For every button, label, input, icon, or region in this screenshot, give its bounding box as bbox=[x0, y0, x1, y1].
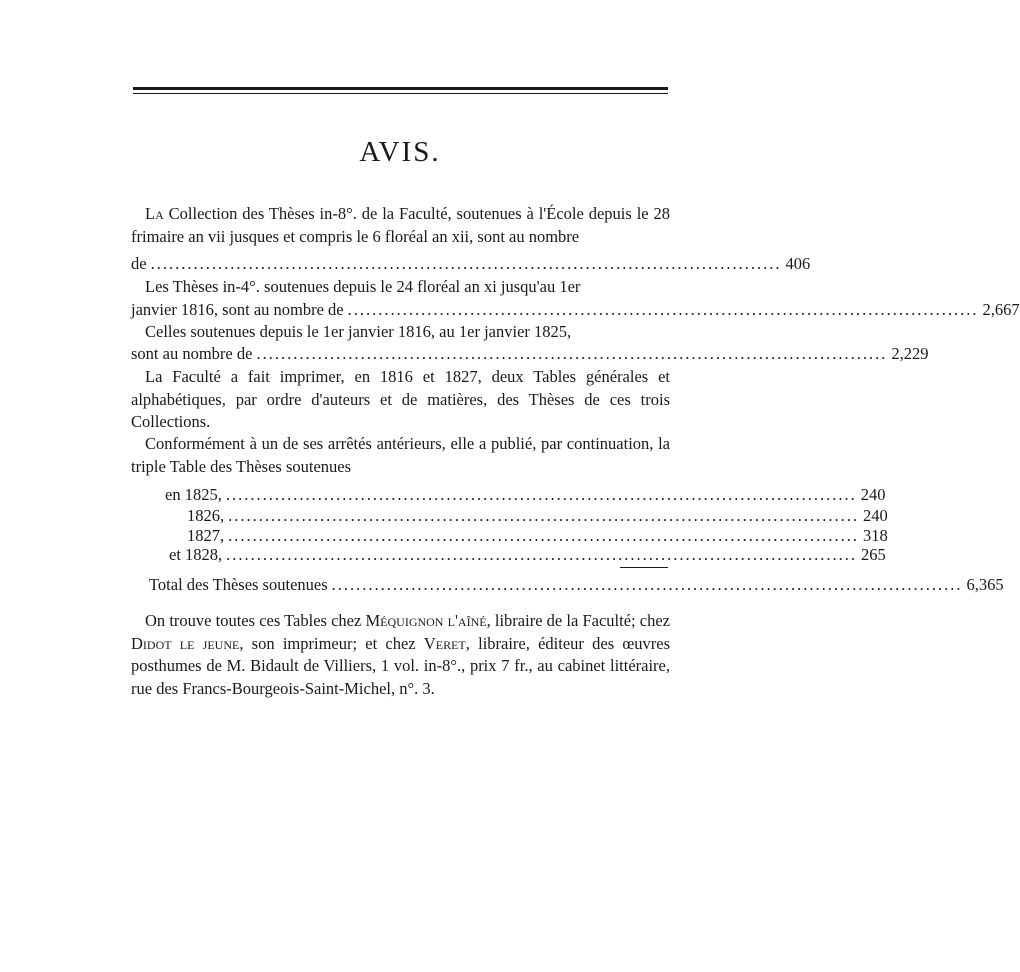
paragraph-celles bbox=[131, 321, 670, 344]
dot-leader: ....................................................................................................... bbox=[256, 344, 888, 363]
sum-rule bbox=[620, 567, 668, 568]
p6-a: On trouve toutes ces Tables chez bbox=[145, 611, 362, 630]
paragraph-theses-in4 bbox=[131, 276, 670, 299]
p2-line1: Les Thèses in-4°. soutenues depuis le 24 floréal an xi jusqu'au 1er bbox=[145, 277, 581, 296]
year-label: 1827, bbox=[187, 526, 225, 545]
p2-value: 2,667 bbox=[982, 300, 1020, 319]
p3-label: sont au nombre de bbox=[131, 344, 253, 363]
p6-d: , libraire, éditeur des œuvres posthumes de M. Bidault de Villiers, 1 vol. in-8°., prix 7 fr., au cabinet littéraire, rue des Francs-Bourgeois-Saint-Michel, n°. 3. bbox=[131, 633, 670, 698]
year-row bbox=[169, 544, 886, 567]
dot-leader: ....................................................................................................... bbox=[228, 506, 859, 525]
p1-label: de bbox=[131, 254, 147, 273]
dot-leader: ....................................................................................................... bbox=[347, 300, 979, 319]
year-value: 265 bbox=[861, 545, 886, 564]
year-label: en 1825, bbox=[165, 485, 222, 504]
total-row bbox=[149, 574, 1004, 597]
paragraph-conformement bbox=[131, 433, 670, 478]
p6-b: , libraire de la Faculté; chez bbox=[486, 611, 670, 630]
year-value: 240 bbox=[863, 506, 888, 525]
dot-leader: ....................................................................................................... bbox=[150, 254, 782, 273]
printer-name: Didot le jeune bbox=[131, 633, 240, 653]
p2-label: janvier 1816, sont au nombre de bbox=[131, 300, 344, 319]
year-label: et 1828, bbox=[169, 545, 223, 564]
top-rule-thick bbox=[133, 87, 668, 90]
p3-value: 2,229 bbox=[891, 344, 929, 363]
p1-line1: Collection des Thèses in-8°. de la Faculté, soutenues à l'École depuis bbox=[168, 204, 632, 223]
p3-total-line bbox=[131, 343, 929, 366]
p3-line1: Celles soutenues depuis le 1er janvier 1816, au 1er janvier 1825, bbox=[145, 322, 572, 341]
p5-text: Conformément à un de ses arrêtés antérieurs, elle a publié, par continuation, la triple Table des Thèses soutenues bbox=[131, 434, 670, 476]
total-label: Total des Thèses soutenues bbox=[149, 575, 328, 594]
p1-total-line bbox=[131, 253, 811, 276]
p2-total-line bbox=[131, 299, 1020, 322]
p6-c: , son imprimeur; et chez bbox=[239, 633, 416, 653]
lead-word: La bbox=[145, 204, 164, 223]
dot-leader: ....................................................................................................... bbox=[228, 526, 859, 545]
paragraph-on-trouve bbox=[131, 610, 670, 700]
dot-leader: ....................................................................................................... bbox=[225, 485, 857, 504]
p4-text: La Faculté a fait imprimer, en 1816 et 1827, deux Tables générales et alphabétiques, par ordre d'auteurs et de matières, des Thèses de ces trois Collections. bbox=[131, 367, 670, 431]
year-value: 318 bbox=[863, 526, 888, 545]
editor-name: Veret bbox=[423, 633, 466, 653]
year-value: 240 bbox=[860, 485, 886, 504]
paragraph-collection-in8 bbox=[131, 203, 670, 248]
dot-leader: ....................................................................................................... bbox=[226, 545, 858, 564]
year-row bbox=[165, 484, 886, 507]
page-title: AVIS. bbox=[359, 136, 441, 168]
top-rule-thin bbox=[133, 93, 668, 94]
p1-value: 406 bbox=[785, 254, 811, 273]
publisher-name: Méquignon l'aîné bbox=[365, 611, 487, 630]
year-label: 1826, bbox=[187, 506, 225, 525]
total-value: 6,365 bbox=[966, 575, 1004, 594]
paragraph-tables-generales bbox=[131, 366, 670, 434]
dot-leader: ....................................................................................................... bbox=[331, 575, 963, 594]
p1-line2: le 28 frimaire an vii jusques et compris le 6 floréal an xii, sont au nombre bbox=[131, 204, 670, 246]
